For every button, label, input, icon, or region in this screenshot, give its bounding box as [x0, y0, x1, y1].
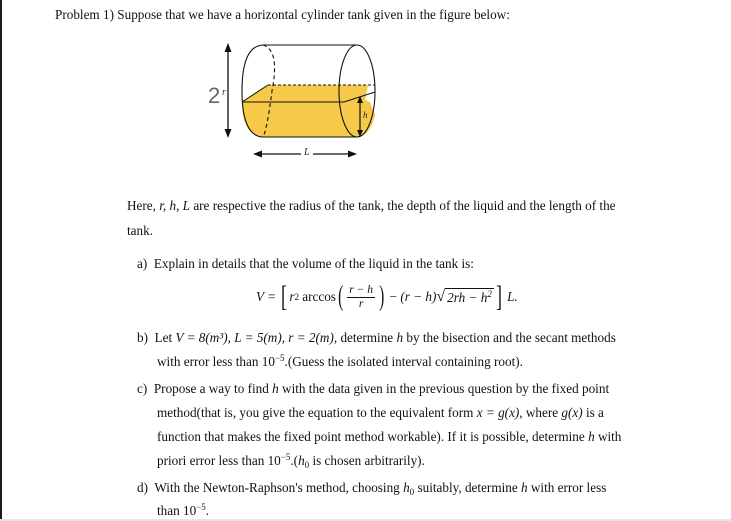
part-b-label: b) [137, 330, 148, 345]
square-root: √ $2rh - h^2$ [436, 288, 492, 305]
depth-label: h [363, 110, 368, 120]
part-c-line-2: method(that is, you give the equation to the equivalent form x = g(x), where g(x) is a [157, 405, 604, 420]
diameter-label-var: r [222, 87, 226, 98]
part-a-text: a) Explain in details that the volume of the liquid in the tank is: [137, 256, 474, 271]
part-c-line-3: function that makes the fixed point method workable). If it is possible, determine h with [157, 429, 622, 444]
volume-formula: V = [ r 2 arccos ( $\frac{r - h}{r}$ ) − (r − h) √ $2rh - h^2$ ] L. [256, 280, 518, 313]
problem-intro: Suppose that we have a horizontal cylinder tank given in the figure below: [117, 7, 510, 22]
part-b-line-1: b) Let V = 8(m³), L = 5(m), r = 2(m), determine h by the bisection and the secant methods [137, 330, 616, 345]
left-bracket: [ [281, 280, 288, 313]
part-c-line-1: c) Propose a way to find h with the data given in the previous question by the fixed point [137, 381, 610, 396]
variables-r-h-l: r, h, L [159, 198, 191, 213]
part-d-line-1: d) With the Newton-Raphson's method, choosing $h_0$ suitably, determine h with error less [137, 480, 607, 497]
problem-heading [55, 7, 510, 23]
part-d-label: d) [137, 480, 148, 495]
part-b-line-2: with error less than $10^{-5}.(Guess$ the isolated interval containing root). [157, 353, 523, 369]
problem-label: Problem 1) [55, 7, 114, 22]
cylinder-tank-figure [208, 40, 380, 165]
part-c-line-4: priori error less than $10^{-5}.(h_0$ is chosen arbitrarily). [157, 452, 425, 470]
description-line-2: tank. [127, 223, 154, 238]
length-label: L [301, 147, 313, 158]
part-a-label: a) [137, 256, 148, 271]
fraction: $\frac{r - h}{r}$ [349, 283, 374, 310]
part-c-label: c) [137, 381, 148, 396]
cylinder-tank-diagram [220, 40, 380, 165]
part-d-line-2: than $10^{-5}$. [157, 502, 210, 518]
right-bracket: ] [495, 280, 502, 313]
diameter-label-number: 2 [208, 83, 221, 108]
page-left-border [0, 0, 2, 521]
description-line-1: Here, r, h, L are respective the radius of the tank, the depth of the liquid and the length of the [127, 198, 616, 213]
